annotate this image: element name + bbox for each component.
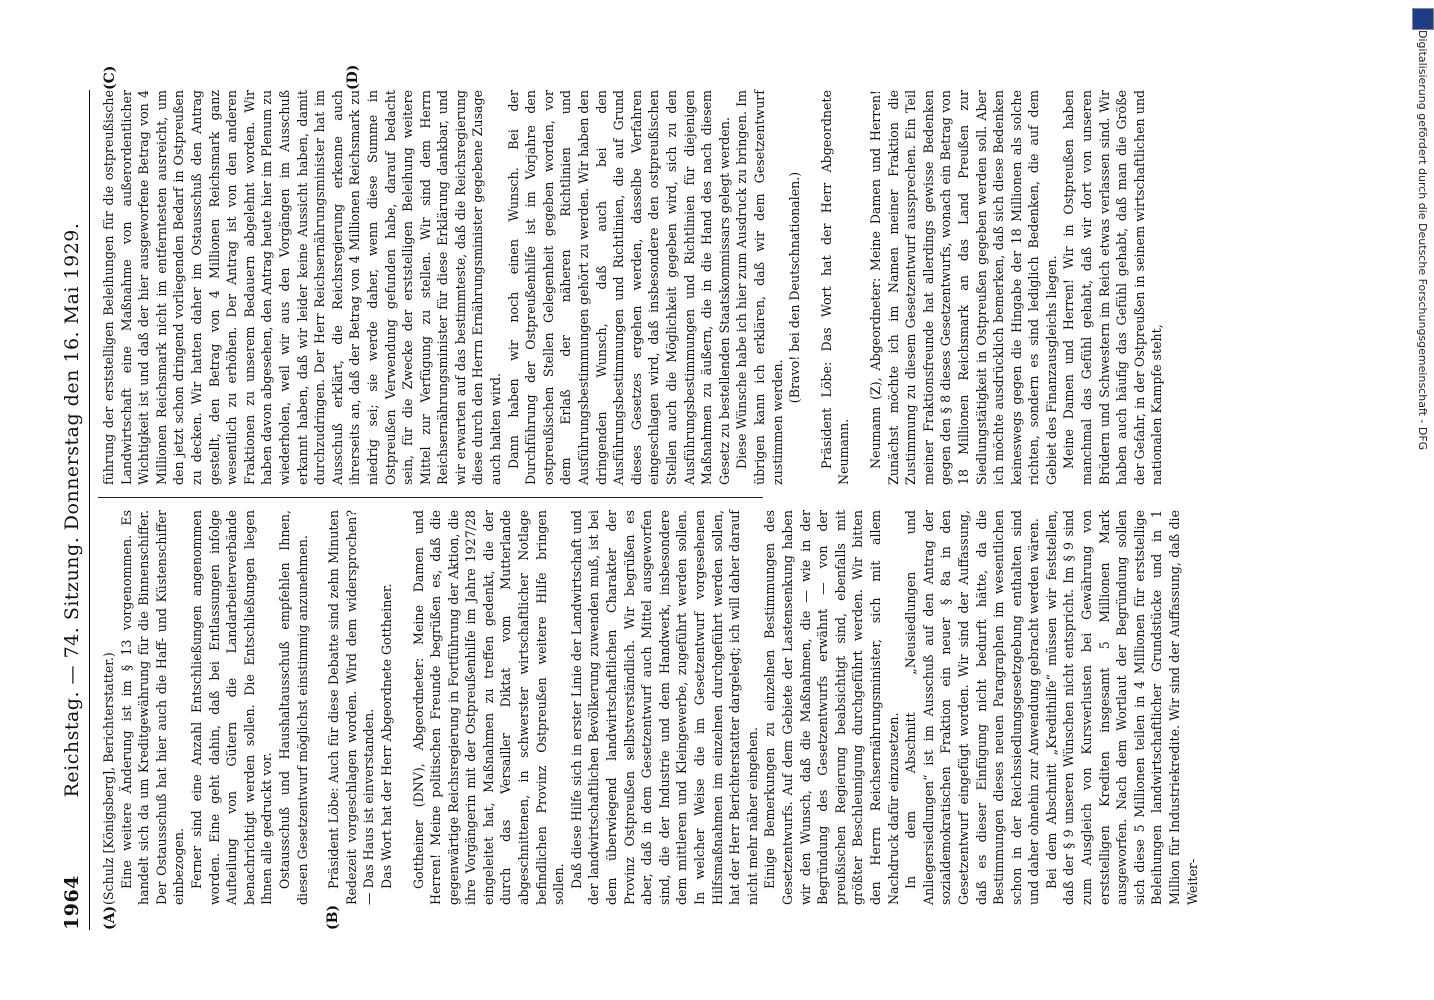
speaker-note: (Schulz [Königsberg], Berichterstatter.) [101,652,116,905]
right-column [100,90,1165,485]
margin-marker-d: (D) [345,64,361,90]
dfg-logo-box [1412,8,1434,30]
spacer [311,510,325,905]
paragraph: Meine Damen und Herren! Wir in Ostpreußen haben manchmal das Gefühl gehabt, daß wir dort von unseren Brüdern und Schwestern im Reich etwas verlassen sind. Wir haben auch häufig das Gefühl gehabt, daß man die Größe der Gefahr, in der Ostpreußen in seinem wirtschaftlichen und nationalen Kampfe steht, [1061,90,1165,485]
speaker-paragraph: Präsident Löbe: Auch für diese Debatte sind zehn Minuten Redezeit vorgeschlagen worden. Wird dem widersprochen? — Das Haus ist einverstanden. [326,510,377,905]
paragraph: Einige Bemerkungen zu einzelnen Bestimmungen des Gesetzentwurfs. Auf dem Gebiete der Lastensenkung haben wir den Wunsch, daß die Maßnahmen, die — wie in der Begründung des Gesetzentwurfs erwähnt — von der preußischen Regierung beabsichtigt sind, ebenfalls mit größter Beschleunigung durchgeführt werden. Wir bitten den Herrn Reichsernährungsminister, sich mit allem Nachdruck dafür einzusetzen. [762,510,901,905]
spacer [853,90,867,485]
left-column [100,510,1200,905]
paragraph: Diese Wünsche habe ich hier zum Ausdruck zu bringen. Im übrigen kann ich erklären, daß wir dem Gesetzentwurf zustimmen werden. [734,90,785,485]
speaker-paragraph: Präsident Löbe: Das Wort hat der Herr Abgeordnete Neumann. [818,90,852,485]
digitization-credit: Digitalisierung gefördert durch die Deutsche Forschungsgemeinschaft - DFG [1416,30,1429,451]
page-title: Reichstag. — 74. Sitzung. Donnerstag den 16. Mai 1929. [61,222,83,798]
paragraph: In dem Abschnitt „Neusiedlungen und Anliegersiedlungen“ ist im Ausschuß auf den Antrag der sozialdemokratischen Fraktion ein neuer § 8a in den Gesetzentwurf eingefügt worden. Wir sind der Auffassung, daß es dieser Einfügung nicht bedurft hätte, da die Bestimmungen dieses neuen Paragraphen im wesentlichen schon in der Reichssiedlungsgesetzgebung enthalten sind und daher ohnehin zur Anwendung gebracht werden wären. [903,510,1042,905]
paragraph: Das Wort hat der Herr Abgeordnete Gottheiner. [378,583,394,889]
speaker-paragraph: Gottheiner (DNV), Abgeordneter: Meine Damen und Herren! Meine politischen Freunde begrüßen es, daß die gegenwärtige Reichsregierung in Fortführung der Aktion, die ihre Vorgängerin mit der Ostpreußenhilfe im Jahre 1927/28 eingeleitet hat, Maßnahmen zu treffen gedenkt, die der durch das Versailler Diktat vom Mutterlande abgeschnittenen, in schwerster wirtschaftlicher Notlage befindlichen Provinz Ostpreußen weitere Hilfe bringen sollen. [410,510,567,905]
margin-marker-b: (B) [325,904,341,930]
dfg-sidebar [1410,0,1434,1000]
paragraph: Dann haben wir noch einen Wunsch. Bei der Durchführung der Ostpreußenhilfe ist im Vorjahre den ostpreußischen Stellen Gelegenheit gegeben worden, vor dem Erlaß der näheren Richtlinien und Ausführungsbestimmungen gehört zu werden. Wir haben den dringenden Wunsch, daß auch bei den Ausführungsbestimmungen und Richtlinien, die auf Grund dieses Gesetzes ergehen werden, dasselbe Verfahren eingeschlagen wird, daß insbesondere den ostpreußischen Stellen auch die Möglichkeit gegeben wird, sich zu den Ausführungsbestimmungen und Richtlinien für diejenigen Maßnahmen zu äußern, die in die Hand des nach diesem Gesetz zu bestellenden Staatskommissars gelegt werden. [505,90,732,485]
paragraph: Bei dem Abschnitt „Kredithilfe“ müssen wir feststellen, daß der § 9 unseren Wünschen nicht entspricht. Im § 9 sind zum Ausgleich von Kursverlusten bei Gewährung von erststelligen Krediten insgesamt 5 Millionen Mark ausgeworfen. Nach dem Wortlaut der Begründung sollen sich diese 5 Millionen teilen in 4 Millionen für erststellige Beleihungen landwirtschaftlicher Grundstücke und in 1 Million für Industriekredite. Wir sind der Auffassung, daß die Weiter- [1043,510,1200,905]
paragraph: Eine weitere Änderung ist im § 13 vorgenommen. Es handelt sich da um Kreditgewährung für die Binnenschiffer. Der Ostausschuß hat hier auch die Haff- und Küstenschiffer einbezogen. [118,510,187,905]
spacer [804,90,818,485]
dfg-logo [1412,8,1434,30]
applause-note: (Bravo! bei den Deutschnationalen.) [787,171,803,404]
paragraph: Ostausschuß und Haushaltausschuß empfehlen Ihnen, diesen Gesetzentwurf möglichst einstimmig anzunehmen. [276,510,310,905]
margin-marker-c: (C) [102,65,118,90]
page-number: 1964 [61,875,83,930]
margin-marker-a: (A) [102,905,118,930]
header-rule [89,90,90,930]
spacer [396,510,410,905]
speaker-paragraph: Neumann (Z), Abgeordneter: Meine Damen und Herren! Zunächst möchte ich im Namen meiner Fraktion die Zustimmung zu diesem Gesetzentwurf aussprechen. Ein Teil meiner Fraktionsfreunde hat allerdings gewisse Bedenken gegen den § 8 dieses Gesetzentwurfs, wonach ein Betrag von 18 Millionen Reichsmark an das Land Preußen zur Siedlungstätigkeit in Ostpreußen gegeben werden soll. Aber ich möchte ausdrücklich bemerken, daß sich diese Bedenken keineswegs gegen die Hingabe der 18 Millionen als solche richten, sondern es sind lediglich Bedenken, die auf dem Gebiet des Finanzausgleichs liegen. [867,90,1059,485]
paragraph: führung der erststelligen Beleihungen für die ostpreußische Landwirtschaft eine Maßnahme von außerordentlicher Wichtigkeit ist und daß der hier ausgeworfene Betrag von 4 Millionen Reichsmark nicht im entferntesten ausreicht, um den jetzt schon dringend vorliegenden Bedarf in Ostpreußen zu decken. Wir hatten daher im Ostausschuß den Antrag gestellt, den Betrag von 4 Millionen Reichsmark ganz wesentlich zu erhöhen. Der Antrag ist von den anderen Fraktionen zu unserem Bedauern abgelehnt worden. Wir haben davon abgesehen, den Antrag heute hier im Plenum zu wiederholen, weil wir aus den Vorgängen im Ausschuß erkannt haben, daß wir leider keine Aussicht haben, damit durchzudringen. Der Herr Reichsernährungsminister hat im Ausschuß erklärt, die Reichsregierung erkenne auch ihrerseits an, daß der Betrag von 4 Millionen Reichsmark zu niedrig sei; sie werde daher, wenn diese Summe in Ostpreußen Verwendung gefunden habe, darauf bedacht sein, für die Zwecke der erststelligen Beleihung weitere Mittel zur Verfügung zu stellen. Wir sind dem Herrn Reichsernährungsminister für diese Erklärung dankbar, und wir erwarten auf das bestimmteste, daß die Reichsregierung diese durch den Herrn Ernährungsminister gegebene Zusage auch halten wird. [101,90,504,485]
page-header [55,90,95,930]
column-divider [98,497,763,498]
paragraph: Ferner sind eine Anzahl Entschließungen angenommen worden. Eine geht dahin, daß bei Entlassungen infolge Aufteilung von Gütern die Landarbeiterverbände benachrichtigt werden sollen. Die Entschließungen liegen Ihnen alle gedruckt vor. [188,510,275,905]
paragraph: Daß diese Hilfe sich in erster Linie der Landwirtschaft und der landwirtschaftlichen Bevölkerung zuwenden muß, ist bei dem überwiegend landwirtschaftlichen Charakter der Provinz Ostpreußen selbstverständlich. Wir begrüßen es aber, daß in dem Gesetzentwurf auch Mittel ausgeworfen sind, die der Industrie und dem Handwerk, insbesondere dem mittleren und Kleingewerbe, zugeführt werden sollen. In welcher Weise die im Gesetzentwurf vorgesehenen Hilfsmaßnahmen im einzelnen durchgeführt werden sollen, hat der Herr Berichterstatter dargelegt; ich will daher darauf nicht mehr näher eingehen. [568,510,760,905]
